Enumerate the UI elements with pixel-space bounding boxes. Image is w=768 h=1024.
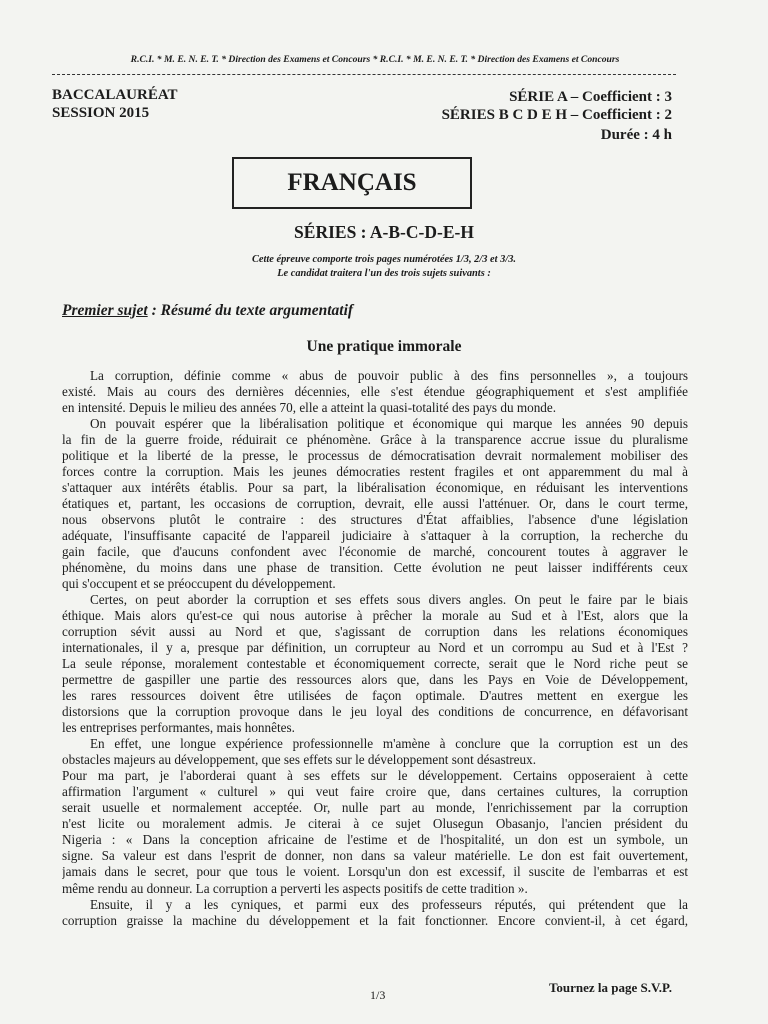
- sujet-type: : Résumé du texte argumentatif: [147, 302, 354, 319]
- text-line: permettre de gaspiller une partie des ressources alors que, dans les Pays en Voie de Développement,: [62, 672, 688, 688]
- exam-name: BACCALAURÉAT: [52, 87, 178, 103]
- text-line: La seule réponse, moralement contestable et économiquement correcte, serait que le Nord riche peut se: [62, 656, 688, 672]
- subject-title-box: [232, 157, 472, 209]
- text-line: existé. Mais au cours des dernières décennies, elle s'est étendue géographiquement et s'est amplifiée: [62, 384, 688, 400]
- series-bcdeh-coefficient: SÉRIES B C D E H – Coefficient : 2: [441, 107, 672, 123]
- text-line: les rares ressources doivent être utilisées de façon optimale. D'autres mettent en exergue les: [62, 688, 688, 704]
- exam-session: SESSION 2015: [52, 105, 150, 121]
- text-line: On pouvait espérer que la libéralisation politique et économique qui marque les années 90 depuis: [90, 416, 688, 432]
- serie-a-coefficient: SÉRIE A – Coefficient : 3: [509, 89, 672, 105]
- text-line: politique et la liberté de la presse, le processus de démocratisation devrait normalement mobiliser des: [62, 448, 688, 464]
- text-line: Nigeria : « Dans la conception africaine de l'estime et de l'hospitalité, un don est un symbole, un: [62, 832, 688, 848]
- text-line: éthique. Mais alors qu'est-ce qui nous autorise à prêcher la morale au Sud et à l'Est, alors que la: [62, 608, 688, 624]
- text-line: obstacles majeurs au développement, que ses effets sur le développement sont désastreux.: [62, 752, 536, 768]
- text-line: internationales, il y a, presque par définition, un corrupteur au Nord et un corrompu au Sud et à l'Est ?: [62, 640, 688, 656]
- text-line: corruption sévit aussi au Nord et que, s'agissant de corruption dans les relations économiques: [62, 624, 688, 640]
- exam-duration: Durée : 4 h: [600, 127, 672, 143]
- text-line: serait usuelle et normalement acceptée. Or, nulle part au monde, l'enrichissement par la corruption: [62, 800, 688, 816]
- text-line: gain facile, que d'aucuns confondent avec l'économie de marché, concourent toutes à aggraver le: [62, 544, 688, 560]
- text-line: La corruption, définie comme « abus de pouvoir public à des fins personnelles », a toujours: [90, 368, 688, 383]
- text-line: la fin de la guerre froide, réduirait ce phénomène. Grâce à la transparence accrue issue du pluralisme: [62, 432, 688, 448]
- text-title: Une pratique immorale: [306, 338, 462, 355]
- sujet-heading: [62, 302, 353, 320]
- turn-page-note: Tournez la page S.V.P.: [548, 980, 672, 995]
- sujet-label: Premier sujet: [62, 302, 148, 319]
- text-line: n'est licite ou moralement admis. Je citerai à ce sujet Olusegun Obasanjo, l'ancien président du: [62, 816, 688, 832]
- text-line: affirmation l'argument « culturel » qui veut faire croire que, dans certaines cultures, la corruption: [62, 784, 688, 800]
- text-line: étatiques et, partant, les occasions de corruption, devrait, elle aussi l'atténuer. Or, dans le court terme,: [62, 496, 688, 512]
- subject-title: FRANÇAIS: [287, 169, 417, 196]
- ministry-banner: R.C.I. * M. E. N. E. T. * Direction des Examens et Concours * R.C.I. * M. E. N. E. T. * Direction des Examens et Concours: [130, 54, 620, 65]
- series-line: SÉRIES : A-B-C-D-E-H: [294, 222, 474, 242]
- text-line: signe. Sa valeur est dans l'esprit de donner, non dans sa valeur matérielle. Le don est fait ouvertement,: [62, 848, 688, 864]
- text-line: Pour ma part, je l'aborderai quant à ses effets sur le développement. Certains opposeraient à cette: [62, 768, 688, 784]
- instruction-note: Le candidat traitera l'un des trois sujets suivants :: [277, 268, 491, 279]
- page-number: 1/3: [370, 988, 386, 1002]
- text-line: corruption graisse la machine du développement et la fait fonctionner. Encore convient-il, à cet égard,: [62, 912, 688, 928]
- text-line: adéquate, l'insuffisante capacité de l'appareil judiciaire à s'attaquer à la corruption, la recherche du: [62, 528, 688, 544]
- text-line: distorsions que la corruption provoque dans le jeu loyal des conditions de concurrence, en défavorisant: [62, 704, 688, 720]
- text-line: Certes, on peut aborder la corruption et ses effets sous divers angles. On peut le faire par le biais: [90, 592, 688, 608]
- text-body: [62, 368, 688, 929]
- text-line: En effet, une longue expérience professionnelle m'amène à conclure que la corruption est un des: [90, 736, 688, 752]
- text-line: jamais dans le secret, pour que tous le voient. Lorsqu'un don est excessif, il suscite de l'embarras et est: [62, 864, 688, 880]
- text-line: même rendu au donneur. La corruption a perverti les aspects positifs de cette tradition ».: [62, 880, 528, 896]
- text-line: en intensité. Depuis le milieu des années 70, elle a atteint la quasi-totalité des pays du monde.: [62, 400, 557, 416]
- text-line: phénomène, du moins dans une phase de transition. Cette évolution ne peut laisser indifférents ceux: [62, 560, 688, 576]
- text-line: nous observons plutôt le contraire : des structures d'État affaiblies, l'absence d'une législation: [62, 512, 688, 528]
- text-line: qui s'occupent et se préoccupent du développement.: [62, 576, 336, 592]
- page-count-note: Cette épreuve comporte trois pages numérotées 1/3, 2/3 et 3/3.: [251, 254, 517, 265]
- text-line: s'attaquer aux intérêts établis. Pour sa part, la libéralisation économique, en réduisant les interventions: [62, 480, 688, 496]
- text-line: les entreprises performantes, mais honnêtes.: [62, 720, 295, 736]
- banner-divider: [52, 74, 676, 75]
- text-line: forces contre la corruption. Mais les jeunes démocraties restent fragiles et ont apparemment du mal à: [62, 464, 688, 480]
- text-line: Ensuite, il y a les cyniques, et parmi eux des professeurs réputés, qui prétendent que la: [90, 896, 688, 912]
